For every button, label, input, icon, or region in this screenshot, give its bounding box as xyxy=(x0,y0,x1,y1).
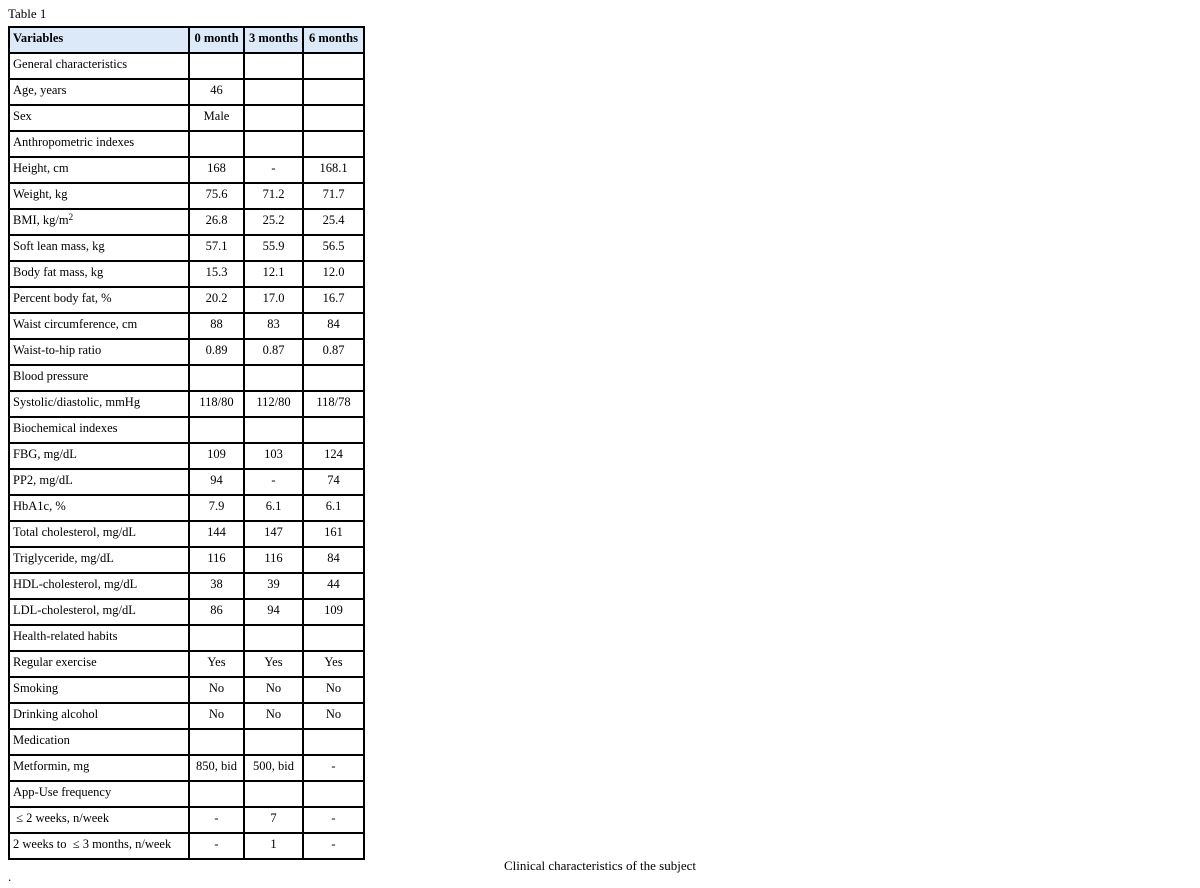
value-3-months: Yes xyxy=(244,651,303,677)
value-6-months: - xyxy=(303,807,364,833)
table-row xyxy=(9,131,364,157)
row-label xyxy=(9,287,189,313)
value-0-month: 94 xyxy=(189,469,244,495)
row-label xyxy=(9,547,189,573)
row-label-text: Regular exercise xyxy=(13,655,97,669)
column-header-0-month: 0 month xyxy=(189,27,244,53)
row-label-text: HbA1c, % xyxy=(13,499,66,513)
value-3-months xyxy=(244,781,303,807)
value-0-month: - xyxy=(189,833,244,859)
footer-mark: . xyxy=(8,869,12,884)
value-0-month: - xyxy=(189,807,244,833)
row-label-text: Health-related habits xyxy=(13,629,118,643)
row-label-text: 2 weeks to ≤ 3 months, n/week xyxy=(13,837,172,851)
value-0-month: No xyxy=(189,677,244,703)
value-3-months: 55.9 xyxy=(244,235,303,261)
row-label-text: Medication xyxy=(13,733,70,747)
table-row xyxy=(9,235,364,261)
row-label-text: App-Use frequency xyxy=(13,785,112,799)
row-label-text: Drinking alcohol xyxy=(13,707,99,721)
row-label-text: PP2, mg/dL xyxy=(13,473,73,487)
value-0-month: 86 xyxy=(189,599,244,625)
row-label xyxy=(9,833,189,859)
value-3-months xyxy=(244,625,303,651)
row-label-text: Percent body fat, % xyxy=(13,291,112,305)
table-row xyxy=(9,391,364,417)
row-label-text: Waist-to-hip ratio xyxy=(13,343,102,357)
table-row xyxy=(9,365,364,391)
value-3-months: 112/80 xyxy=(244,391,303,417)
value-0-month xyxy=(189,131,244,157)
row-label xyxy=(9,807,189,833)
row-label xyxy=(9,599,189,625)
value-6-months: 74 xyxy=(303,469,364,495)
row-label xyxy=(9,755,189,781)
value-6-months: No xyxy=(303,677,364,703)
value-6-months: 118/78 xyxy=(303,391,364,417)
row-label-text: Waist circumference, cm xyxy=(13,317,138,331)
value-6-months: 84 xyxy=(303,313,364,339)
value-3-months: 116 xyxy=(244,547,303,573)
value-3-months xyxy=(244,365,303,391)
value-6-months: 161 xyxy=(303,521,364,547)
row-label-text: LDL-cholesterol, mg/dL xyxy=(13,603,136,617)
value-3-months: 12.1 xyxy=(244,261,303,287)
row-label xyxy=(9,209,189,235)
value-3-months: 25.2 xyxy=(244,209,303,235)
row-label xyxy=(9,625,189,651)
row-label xyxy=(9,53,189,79)
value-3-months xyxy=(244,53,303,79)
table-row xyxy=(9,833,364,859)
value-0-month: No xyxy=(189,703,244,729)
row-label xyxy=(9,79,189,105)
row-label-text: Anthropometric indexes xyxy=(13,135,135,149)
value-6-months xyxy=(303,365,364,391)
value-6-months xyxy=(303,79,364,105)
table-row xyxy=(9,183,364,209)
row-label-text: ≤ 2 weeks, n/week xyxy=(13,811,110,825)
row-label-text: Body fat mass, kg xyxy=(13,265,104,279)
value-0-month: 144 xyxy=(189,521,244,547)
value-3-months: No xyxy=(244,677,303,703)
value-3-months: 7 xyxy=(244,807,303,833)
row-label xyxy=(9,521,189,547)
value-3-months xyxy=(244,105,303,131)
value-0-month: 116 xyxy=(189,547,244,573)
table-row xyxy=(9,417,364,443)
value-3-months: 103 xyxy=(244,443,303,469)
value-6-months: 16.7 xyxy=(303,287,364,313)
row-label xyxy=(9,365,189,391)
row-label-text: General characteristics xyxy=(13,57,128,71)
row-label xyxy=(9,131,189,157)
value-3-months: 1 xyxy=(244,833,303,859)
row-label xyxy=(9,781,189,807)
row-label xyxy=(9,573,189,599)
table-row xyxy=(9,157,364,183)
value-6-months: 84 xyxy=(303,547,364,573)
row-label-text: HDL-cholesterol, mg/dL xyxy=(13,577,138,591)
value-3-months: No xyxy=(244,703,303,729)
row-label-text: Soft lean mass, kg xyxy=(13,239,105,253)
table-row xyxy=(9,573,364,599)
table-row xyxy=(9,105,364,131)
value-0-month: 26.8 xyxy=(189,209,244,235)
unit-superscript: 2 xyxy=(68,212,74,222)
value-6-months: 25.4 xyxy=(303,209,364,235)
row-label-text: Weight, kg xyxy=(13,187,68,201)
table-row xyxy=(9,651,364,677)
row-label xyxy=(9,261,189,287)
row-label-text: Age, years xyxy=(13,83,67,97)
row-label-text: Smoking xyxy=(13,681,59,695)
clinical-characteristics-table xyxy=(8,26,365,860)
row-label xyxy=(9,651,189,677)
value-0-month: 109 xyxy=(189,443,244,469)
value-6-months xyxy=(303,53,364,79)
value-0-month xyxy=(189,625,244,651)
row-label-text: Systolic/diastolic, mmHg xyxy=(13,395,141,409)
value-6-months: - xyxy=(303,833,364,859)
value-0-month: 75.6 xyxy=(189,183,244,209)
value-6-months xyxy=(303,781,364,807)
value-3-months: 6.1 xyxy=(244,495,303,521)
table-caption: Clinical characteristics of the subject xyxy=(503,858,697,873)
row-label-text: Triglyceride, mg/dL xyxy=(13,551,114,565)
row-label xyxy=(9,339,189,365)
table-row xyxy=(9,599,364,625)
table-row xyxy=(9,287,364,313)
row-label-text: Biochemical indexes xyxy=(13,421,118,435)
value-0-month xyxy=(189,365,244,391)
value-6-months: Yes xyxy=(303,651,364,677)
row-label xyxy=(9,105,189,131)
table-row xyxy=(9,313,364,339)
value-6-months: 56.5 xyxy=(303,235,364,261)
table-row xyxy=(9,547,364,573)
table-row xyxy=(9,781,364,807)
value-3-months: 17.0 xyxy=(244,287,303,313)
value-3-months: 147 xyxy=(244,521,303,547)
table-row xyxy=(9,339,364,365)
table-row xyxy=(9,677,364,703)
row-label-text: Sex xyxy=(13,109,32,123)
value-6-months xyxy=(303,131,364,157)
row-label xyxy=(9,417,189,443)
table-row xyxy=(9,729,364,755)
table-row xyxy=(9,521,364,547)
row-label-text: Total cholesterol, mg/dL xyxy=(13,525,137,539)
row-label xyxy=(9,235,189,261)
value-0-month: 20.2 xyxy=(189,287,244,313)
table-row xyxy=(9,755,364,781)
value-3-months: 0.87 xyxy=(244,339,303,365)
value-3-months xyxy=(244,79,303,105)
value-6-months: 0.87 xyxy=(303,339,364,365)
value-3-months: 94 xyxy=(244,599,303,625)
row-label-text: Height, cm xyxy=(13,161,69,175)
table-row xyxy=(9,625,364,651)
value-0-month xyxy=(189,781,244,807)
value-3-months xyxy=(244,729,303,755)
table-row xyxy=(9,443,364,469)
row-label xyxy=(9,313,189,339)
value-6-months: 44 xyxy=(303,573,364,599)
column-header-variables: Variables xyxy=(9,27,189,53)
row-label-text: BMI, kg/m xyxy=(13,213,69,227)
row-label xyxy=(9,703,189,729)
value-3-months: 83 xyxy=(244,313,303,339)
value-0-month: 0.89 xyxy=(189,339,244,365)
value-6-months xyxy=(303,729,364,755)
value-0-month xyxy=(189,729,244,755)
table-row xyxy=(9,79,364,105)
row-label xyxy=(9,183,189,209)
value-0-month: 118/80 xyxy=(189,391,244,417)
row-label-text: FBG, mg/dL xyxy=(13,447,77,461)
table-row xyxy=(9,807,364,833)
value-6-months: 6.1 xyxy=(303,495,364,521)
column-header-6-months: 6 months xyxy=(303,27,364,53)
table-row xyxy=(9,261,364,287)
value-0-month: Yes xyxy=(189,651,244,677)
table-body xyxy=(9,53,364,859)
table-label: Table 1 xyxy=(8,6,47,21)
table-row xyxy=(9,209,364,235)
value-0-month: 38 xyxy=(189,573,244,599)
value-6-months: - xyxy=(303,755,364,781)
row-label xyxy=(9,157,189,183)
value-3-months xyxy=(244,131,303,157)
value-3-months: 39 xyxy=(244,573,303,599)
value-6-months xyxy=(303,105,364,131)
value-6-months: 71.7 xyxy=(303,183,364,209)
value-0-month xyxy=(189,417,244,443)
column-header-3-months: 3 months xyxy=(244,27,303,53)
table-row xyxy=(9,703,364,729)
row-label xyxy=(9,495,189,521)
value-0-month: 850, bid xyxy=(189,755,244,781)
value-0-month: 46 xyxy=(189,79,244,105)
row-label xyxy=(9,729,189,755)
value-3-months: - xyxy=(244,157,303,183)
row-label xyxy=(9,677,189,703)
value-3-months: - xyxy=(244,469,303,495)
row-label xyxy=(9,391,189,417)
value-3-months xyxy=(244,417,303,443)
table-row xyxy=(9,469,364,495)
value-6-months: 124 xyxy=(303,443,364,469)
value-3-months: 500, bid xyxy=(244,755,303,781)
value-3-months: 71.2 xyxy=(244,183,303,209)
value-6-months: 109 xyxy=(303,599,364,625)
row-label-text: Blood pressure xyxy=(13,369,89,383)
value-0-month: 168 xyxy=(189,157,244,183)
value-6-months xyxy=(303,417,364,443)
table-header-row xyxy=(9,27,364,53)
value-0-month xyxy=(189,53,244,79)
value-6-months: 168.1 xyxy=(303,157,364,183)
value-6-months: No xyxy=(303,703,364,729)
row-label xyxy=(9,443,189,469)
table-row xyxy=(9,53,364,79)
row-label-text: Metformin, mg xyxy=(13,759,90,773)
value-6-months xyxy=(303,625,364,651)
value-0-month: Male xyxy=(189,105,244,131)
value-0-month: 57.1 xyxy=(189,235,244,261)
row-label xyxy=(9,469,189,495)
value-0-month: 15.3 xyxy=(189,261,244,287)
value-0-month: 7.9 xyxy=(189,495,244,521)
value-6-months: 12.0 xyxy=(303,261,364,287)
value-0-month: 88 xyxy=(189,313,244,339)
table-row xyxy=(9,495,364,521)
